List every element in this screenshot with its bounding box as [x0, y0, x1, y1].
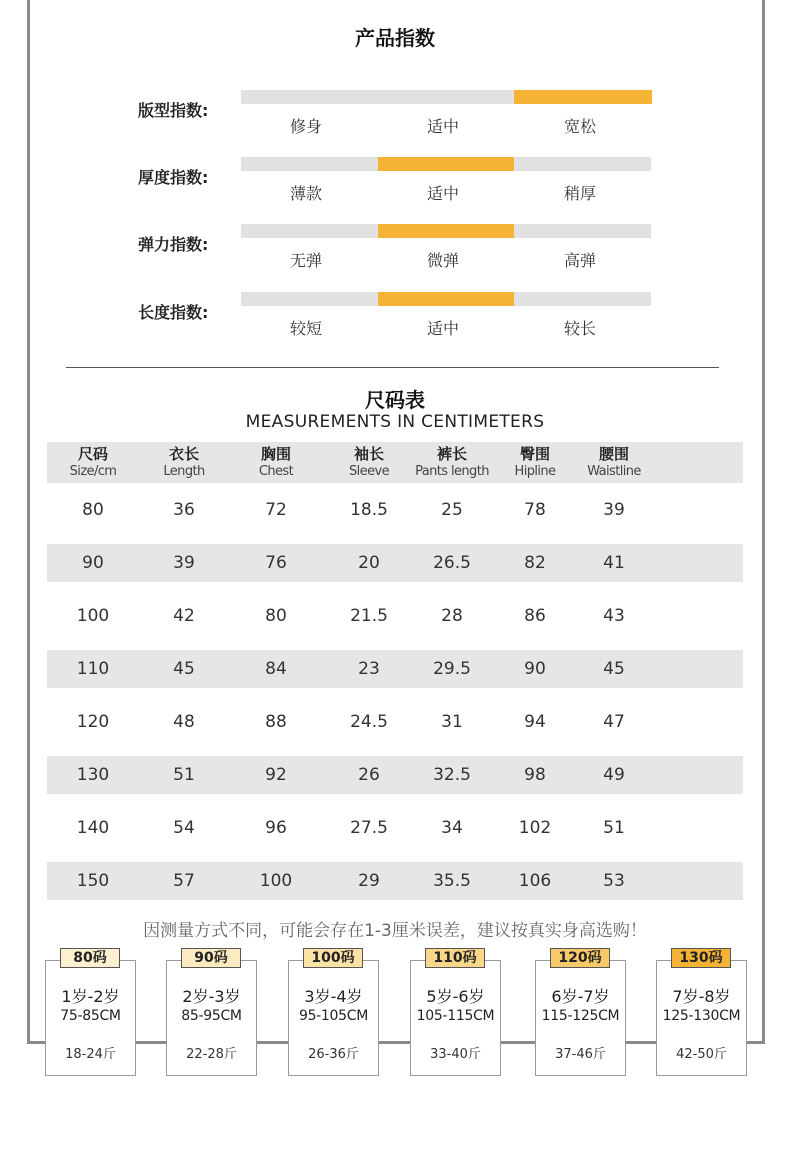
table-cell: 21.5 [350, 605, 388, 626]
table-cell: 45 [603, 658, 625, 679]
table-cell: 39 [173, 552, 195, 573]
column-header-cn: 尺码 [77, 445, 108, 463]
index-option-label: 高弹 [563, 251, 596, 270]
index-option-label: 适中 [426, 117, 459, 136]
table-cell: 45 [173, 658, 195, 679]
table-cell: 150 [76, 870, 110, 891]
card-weight-range: 37-46斤 [555, 1047, 606, 1062]
card-height-range: 115-125CM [541, 1008, 620, 1024]
column-header [226, 445, 326, 481]
table-cell: 35.5 [433, 870, 471, 891]
table-row [47, 544, 743, 582]
table-cell: 57 [173, 870, 195, 891]
index-option-label: 微弹 [426, 251, 459, 270]
table-cell: 20 [358, 552, 380, 573]
table-cell: 51 [173, 764, 195, 785]
size-card-tag: 110码 [425, 948, 485, 968]
index-bar-fill [378, 224, 515, 238]
column-header-en: Length [163, 464, 205, 479]
index-option-label: 适中 [426, 319, 459, 338]
table-cell: 24.5 [350, 711, 388, 732]
column-header-cn: 袖长 [353, 445, 384, 463]
size-table-body [47, 483, 743, 900]
table-cell: 140 [76, 817, 110, 838]
card-age-range: 2岁-3岁 [182, 987, 241, 1006]
card-weight-range: 42-50斤 [676, 1047, 727, 1062]
index-option-label: 适中 [426, 184, 459, 203]
size-card [656, 960, 747, 1076]
index-option-label: 较短 [289, 319, 322, 338]
size-chart-title: 尺码表 [365, 388, 425, 412]
column-header-en: Waistline [587, 464, 641, 479]
table-cell: 92 [265, 764, 287, 785]
index-bar-track [241, 292, 651, 306]
index-bar-fill [378, 157, 515, 171]
card-weight-range: 33-40斤 [430, 1047, 481, 1062]
table-cell: 86 [524, 605, 546, 626]
table-cell: 76 [265, 552, 287, 573]
table-cell: 26.5 [433, 552, 471, 573]
column-header-cn: 臀围 [519, 445, 550, 463]
table-cell: 120 [76, 711, 110, 732]
table-cell: 100 [259, 870, 293, 891]
card-age-range: 7岁-8岁 [672, 987, 731, 1006]
column-header-cn: 裤长 [436, 445, 467, 463]
table-cell: 80 [82, 499, 104, 520]
column-header [134, 445, 234, 481]
index-bar-track [241, 90, 651, 104]
table-cell: 31 [441, 711, 463, 732]
card-age-range: 6岁-7岁 [551, 987, 610, 1006]
table-cell: 84 [265, 658, 287, 679]
column-header-en: Size/cm [69, 464, 117, 479]
card-weight-range: 18-24斤 [65, 1047, 116, 1062]
index-option-label: 宽松 [563, 117, 596, 136]
table-cell: 47 [603, 711, 625, 732]
table-cell: 43 [603, 605, 625, 626]
table-cell: 41 [603, 552, 625, 573]
table-cell: 28 [441, 605, 463, 626]
column-header-en: Pants length [415, 464, 489, 479]
card-age-range: 1岁-2岁 [61, 987, 120, 1006]
table-cell: 18.5 [350, 499, 388, 520]
index-row [0, 292, 790, 352]
column-header-cn: 胸围 [260, 445, 291, 463]
column-header [564, 445, 664, 481]
size-card-tag: 80码 [60, 948, 120, 968]
table-cell: 98 [524, 764, 546, 785]
table-cell: 54 [173, 817, 195, 838]
table-cell: 90 [524, 658, 546, 679]
size-card-tag: 120码 [550, 948, 610, 968]
index-row-label: 版型指数: [138, 101, 209, 120]
index-row [0, 224, 790, 284]
table-cell: 25 [441, 499, 463, 520]
table-cell: 82 [524, 552, 546, 573]
table-cell: 102 [518, 817, 552, 838]
size-table [47, 442, 743, 907]
table-row [47, 801, 743, 854]
index-row-label: 弹力指数: [138, 235, 209, 254]
index-row [0, 90, 790, 150]
column-header-cn: 腰围 [598, 445, 629, 463]
index-bar-track [241, 157, 651, 171]
table-row [47, 650, 743, 688]
card-height-range: 125-130CM [662, 1008, 741, 1024]
table-cell: 34 [441, 817, 463, 838]
card-height-range: 85-95CM [181, 1008, 242, 1024]
index-option-label: 修身 [289, 117, 322, 136]
size-card-tag: 90码 [181, 948, 241, 968]
table-cell: 39 [603, 499, 625, 520]
card-age-range: 5岁-6岁 [426, 987, 485, 1006]
size-card [166, 960, 257, 1076]
table-row [47, 589, 743, 642]
column-header-en: Hipline [514, 464, 556, 479]
table-row [47, 756, 743, 794]
table-cell: 27.5 [350, 817, 388, 838]
size-card [410, 960, 501, 1076]
table-cell: 94 [524, 711, 546, 732]
table-cell: 48 [173, 711, 195, 732]
table-cell: 53 [603, 870, 625, 891]
index-row [0, 157, 790, 217]
table-cell: 96 [265, 817, 287, 838]
index-option-label: 稍厚 [563, 184, 596, 203]
table-cell: 23 [358, 658, 380, 679]
size-card [535, 960, 626, 1076]
index-bar-fill [378, 292, 515, 306]
index-option-label: 薄款 [289, 184, 322, 203]
card-height-range: 95-105CM [298, 1008, 369, 1024]
section-divider [66, 367, 719, 368]
table-cell: 29 [358, 870, 380, 891]
card-height-range: 75-85CM [60, 1008, 121, 1024]
table-cell: 42 [173, 605, 195, 626]
table-row [47, 862, 743, 900]
measurement-note: 因测量方式不同，可能会存在1-3厘米误差，建议按真实身高选购！ [143, 921, 647, 941]
table-cell: 78 [524, 499, 546, 520]
table-cell: 88 [265, 711, 287, 732]
table-cell: 80 [265, 605, 287, 626]
table-row [47, 483, 743, 536]
size-card [45, 960, 136, 1076]
product-index-title: 产品指数 [355, 26, 435, 50]
index-row-label: 长度指数: [138, 303, 209, 322]
index-bar-fill [514, 90, 652, 104]
size-card [288, 960, 379, 1076]
column-header-en: Chest [258, 464, 294, 479]
index-option-label: 无弹 [289, 251, 322, 270]
table-cell: 90 [82, 552, 104, 573]
size-table-header [47, 442, 743, 483]
table-cell: 26 [358, 764, 380, 785]
size-card-tag: 130码 [671, 948, 731, 968]
table-cell: 106 [518, 870, 552, 891]
card-weight-range: 22-28斤 [186, 1047, 237, 1062]
size-chart-subtitle: MEASUREMENTS IN CENTIMETERS [245, 412, 545, 432]
card-weight-range: 26-36斤 [308, 1047, 359, 1062]
table-cell: 49 [603, 764, 625, 785]
table-cell: 29.5 [433, 658, 471, 679]
frame-bottom-border [27, 1041, 765, 1044]
table-cell: 72 [265, 499, 287, 520]
size-card-tag: 100码 [303, 948, 363, 968]
index-bar-track [241, 224, 651, 238]
table-cell: 36 [173, 499, 195, 520]
card-age-range: 3岁-4岁 [304, 987, 363, 1006]
column-header-cn: 衣长 [168, 445, 199, 463]
table-cell: 110 [76, 658, 110, 679]
table-row [47, 695, 743, 748]
column-header [43, 445, 143, 481]
table-cell: 130 [76, 764, 110, 785]
index-option-label: 较长 [563, 319, 596, 338]
table-cell: 32.5 [433, 764, 471, 785]
column-header-en: Sleeve [349, 464, 389, 479]
card-height-range: 105-115CM [416, 1008, 495, 1024]
table-cell: 51 [603, 817, 625, 838]
table-cell: 100 [76, 605, 110, 626]
index-row-label: 厚度指数: [138, 168, 209, 187]
